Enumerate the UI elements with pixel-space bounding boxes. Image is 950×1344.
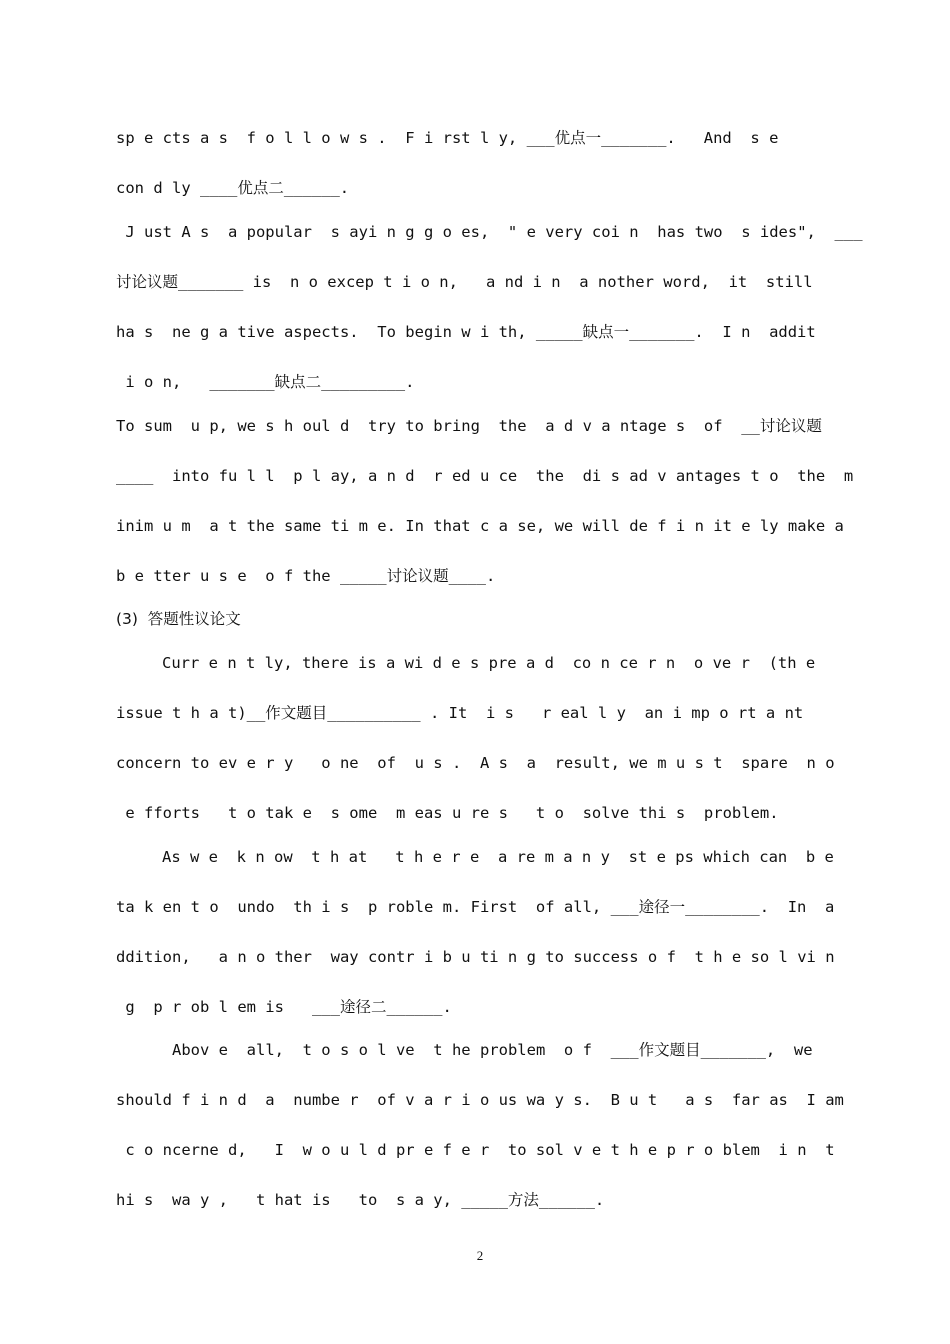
text-line: As w e k n ow t h at t h e r e a re m a n y st e ps which can b e	[162, 848, 834, 866]
text-line: concern to ev e r y o ne of u s . A s a result, we m u s t spare n o	[116, 754, 835, 772]
text-line: ddition, a n o ther way contr i b u ti n g to success o f t h e so l vi n	[116, 948, 835, 966]
text-line: inim u m a t the same ti m e. In that c a se, we will de f i n it e ly make a	[116, 517, 844, 535]
text-line: b e tter u s e o f the _____讨论议题____.	[116, 567, 496, 585]
text-line: ta k en t o undo th i s p roble m. First of all, ___途径一________. In a	[116, 898, 835, 916]
text-line: con d ly ____优点二______.	[116, 179, 350, 197]
text-line: c o ncerne d, I w o u l d pr e f e r to sol v e t h e p r o blem i n t	[116, 1141, 835, 1159]
text-line: should f i n d a numbe r of v a r i o us wa y s. B u t a s far as I am	[116, 1091, 844, 1109]
text-line: 讨论议题_______ is n o excep t i o n, a nd i n a nother word, it still	[116, 273, 813, 291]
text-line: ____ into fu l l p l ay, a n d r ed u ce the di s ad v antages t o the m	[116, 467, 854, 485]
text-line: issue t h a t)__作文题目__________ . It i s r eal l y an i mp o rt a nt	[116, 704, 804, 722]
text-line: i o n, _______缺点二_________.	[116, 373, 415, 391]
text-line: hi s wa y , t hat is to s a y, _____方法______.	[116, 1191, 605, 1209]
text-line: To sum u p, we s h oul d try to bring the a d v a ntage s of __讨论议题	[116, 417, 822, 435]
text-line: ha s ne g a tive aspects. To begin w i th, _____缺点一_______. I n addit	[116, 323, 816, 341]
text-line: Abov e all, t o s o l ve t he problem o f ___作文题目_______, we	[172, 1041, 813, 1059]
section-heading: (3) 答题性议论文	[116, 610, 241, 628]
text-line: Curr e n t ly, there is a wi d e s pre a d co n ce r n o ve r (th e	[162, 654, 816, 672]
text-line: g p r ob l em is ___途径二______.	[116, 998, 452, 1016]
text-line: e fforts t o tak e s ome m eas u re s t o solve thi s problem.	[116, 804, 779, 822]
page-number: 2	[476, 1248, 484, 1263]
text-line: sp e cts a s f o l l o w s . F i rst l y, ___优点一_______. And s e	[116, 129, 779, 147]
text-line: J ust A s a popular s ayi n g g o es, " e very coi n has two s ides", ___	[116, 223, 863, 241]
